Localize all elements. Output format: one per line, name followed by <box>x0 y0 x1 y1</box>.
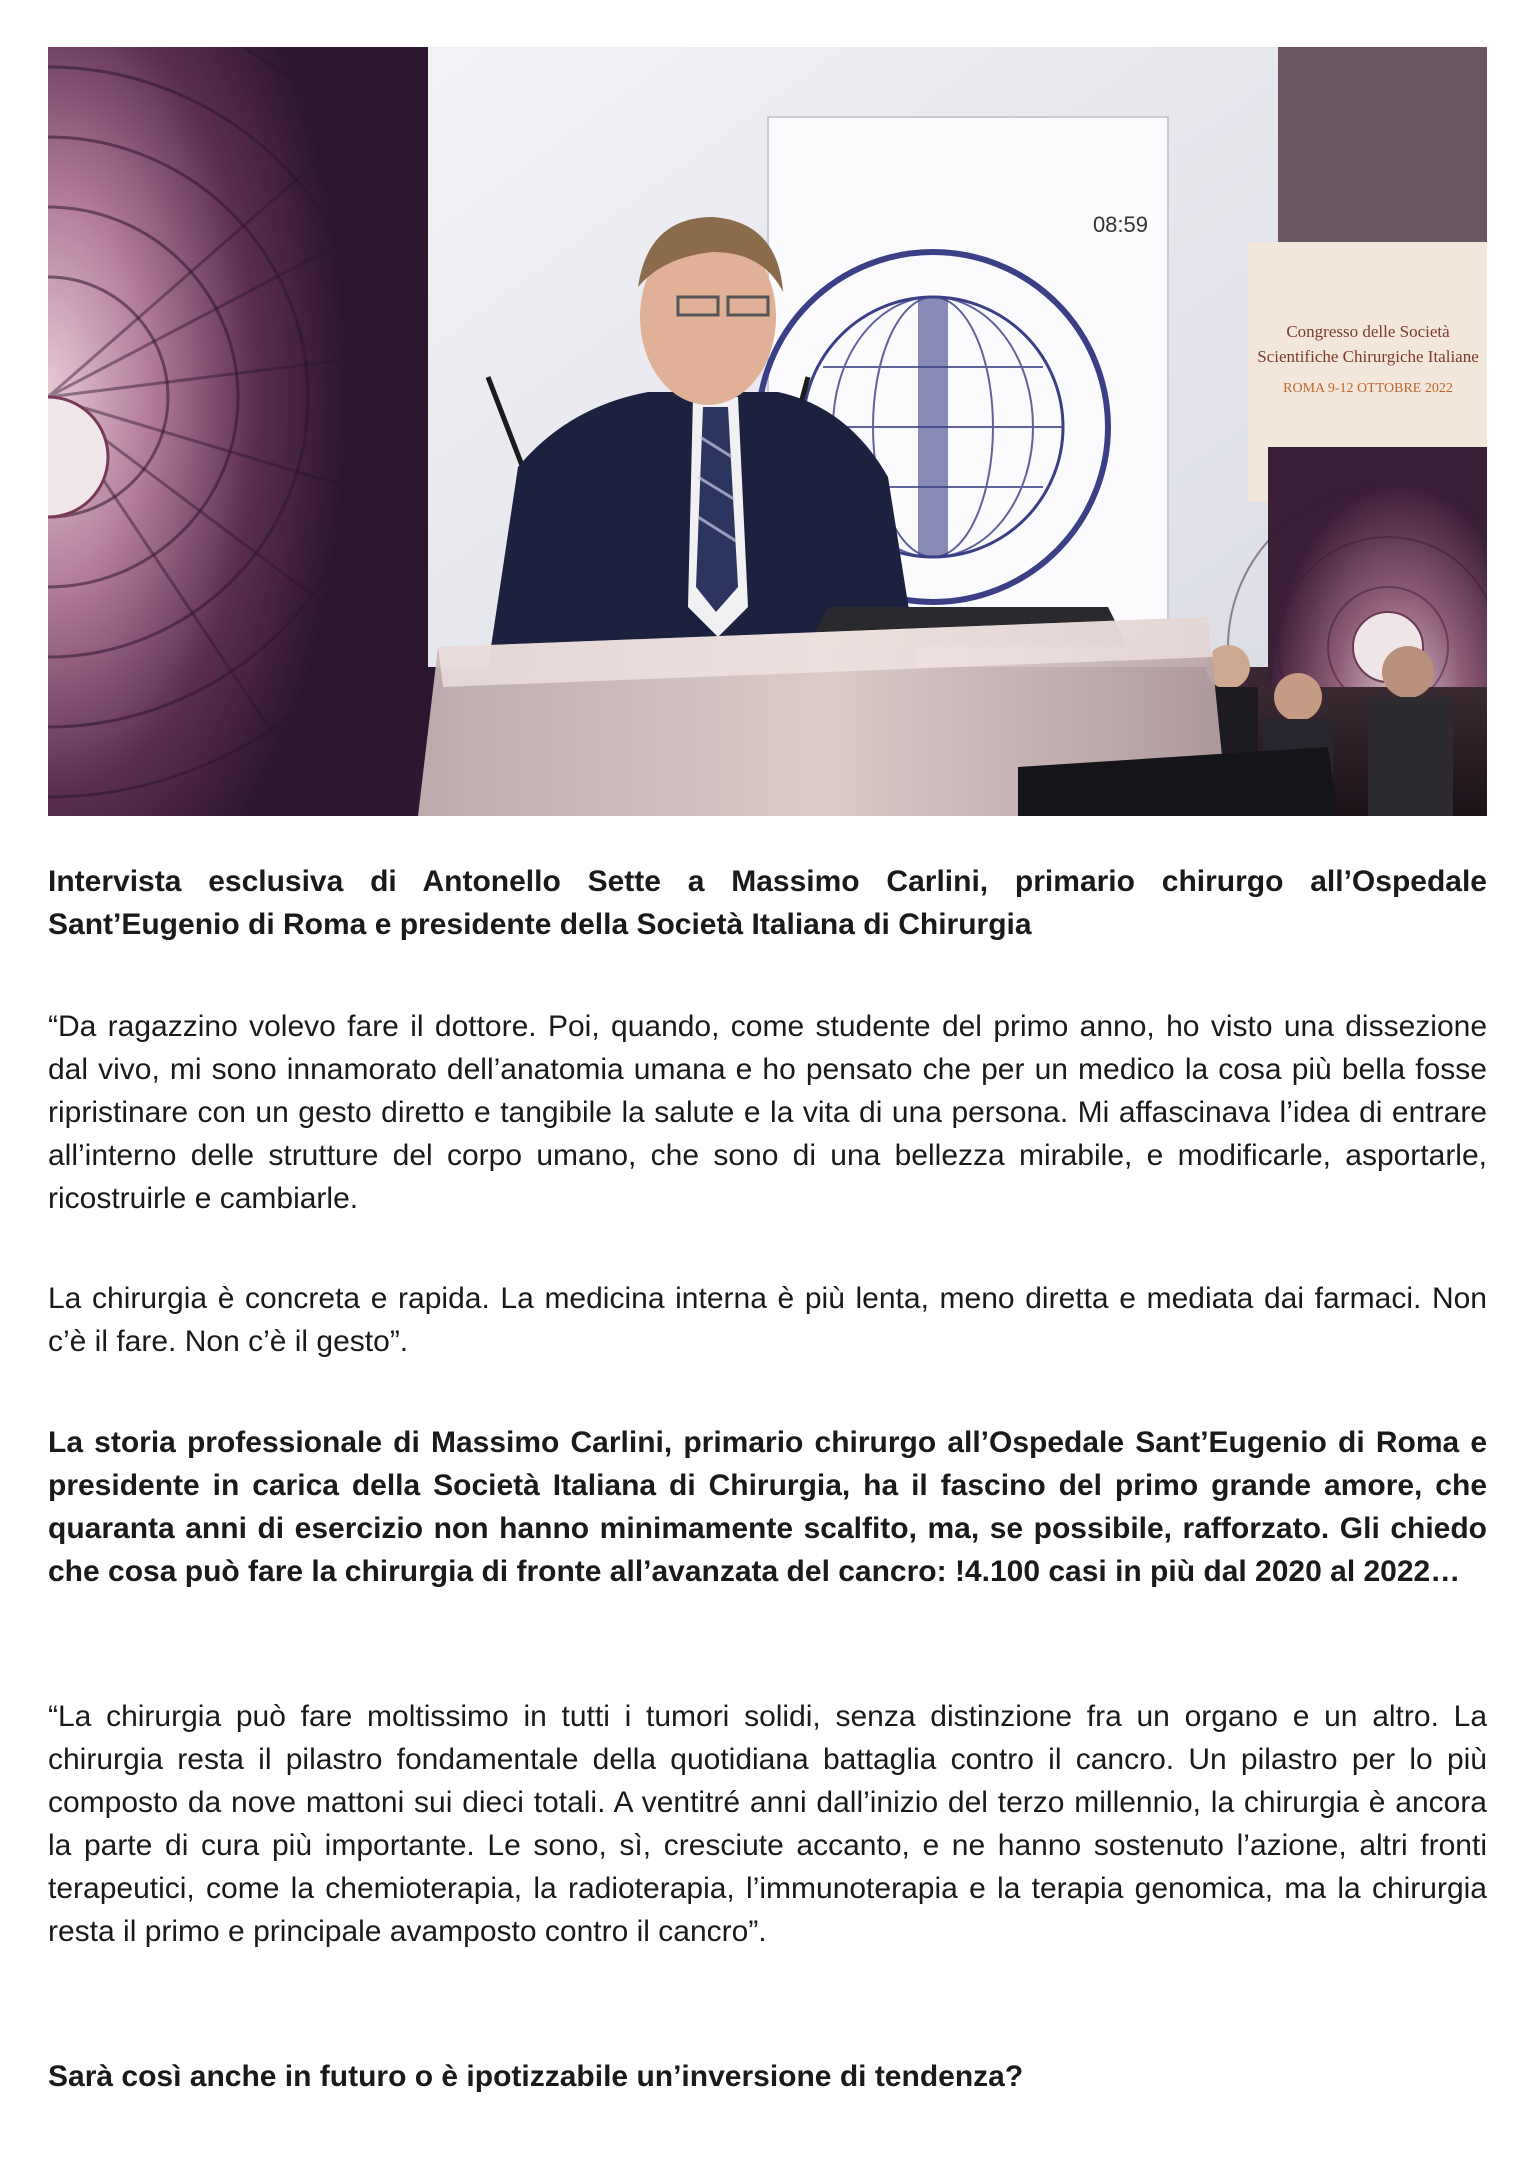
svg-text:08:59: 08:59 <box>1092 212 1148 237</box>
svg-text:ROMA 9-12 OTTOBRE 2022: ROMA 9-12 OTTOBRE 2022 <box>1283 381 1453 396</box>
article-intro: Intervista esclusiva di Antonello Sette a Massimo Carlini, primario chirurgo all’Ospedale Sant’Eugenio di Roma e presidente della Società Italiana di Chirurgia <box>48 865 1487 941</box>
svg-text:Congresso delle Società: Congresso delle Società <box>1286 322 1450 341</box>
svg-text:Scientifiche Chirurgiche Itali: Scientifiche Chirurgiche Italiane <box>1257 347 1479 366</box>
quote-paragraph-1: “Da ragazzino volevo fare il dottore. Poi, quando, come studente del primo anno, ho visto una dissezione dal vivo, mi sono innamorato dell’anatomia umana e ho pensato che per un medico la cosa più bella fosse ripristinare con un gesto diretto e tangibile la salute e la vita di una persona. Mi affascinava l’idea di entrare all’interno delle strutture del corpo umano, che sono di una bellezza mirabile, e modificarle, asportarle, ricostruirle e cambiarle. <box>48 1010 1487 1215</box>
answer-paragraph: “La chirurgia può fare moltissimo in tutti i tumori solidi, senza distinzione fra un organo e un altro. La chirurgia resta il pilastro fondamentale della quotidiana battaglia contro il cancro. Un pilastro per lo più composto da nove mattoni sui dieci totali. A ventitré anni dall’inizio del terzo millennio, la chirurgia è ancora la parte di cura più importante. Le sono, sì, cresciute accanto, e ne hanno sostenuto l’azione, altri fronti terapeutici, come la chemioterapia, la radioterapia, l’immunoterapia e la terapia genomica, ma la chirurgia resta il primo e principale avamposto contro il cancro”. <box>48 1700 1487 1948</box>
story-paragraph: La storia professionale di Massimo Carlini, primario chirurgo all’Ospedale Sant’Eugenio di Roma e presidente in carica della Società Italiana di Chirurgia, ha il fascino del primo grande amore, che quaranta anni di esercizio non hanno minimamente scalfito, ma, se possibile, rafforzato. Gli chiedo che cosa può fare la chirurgia di fronte all’avanzata del cancro: !4.100 casi in più dal 2020 al 2022… <box>48 1426 1487 1588</box>
article-photo <box>48 47 1487 816</box>
next-question: Sarà così anche in futuro o è ipotizzabile un’inversione di tendenza? <box>48 2060 1024 2093</box>
quote-paragraph-2: La chirurgia è concreta e rapida. La medicina interna è più lenta, meno diretta e mediata dai farmaci. Non c’è il fare. Non c’è il gesto”. <box>48 1282 1487 1358</box>
